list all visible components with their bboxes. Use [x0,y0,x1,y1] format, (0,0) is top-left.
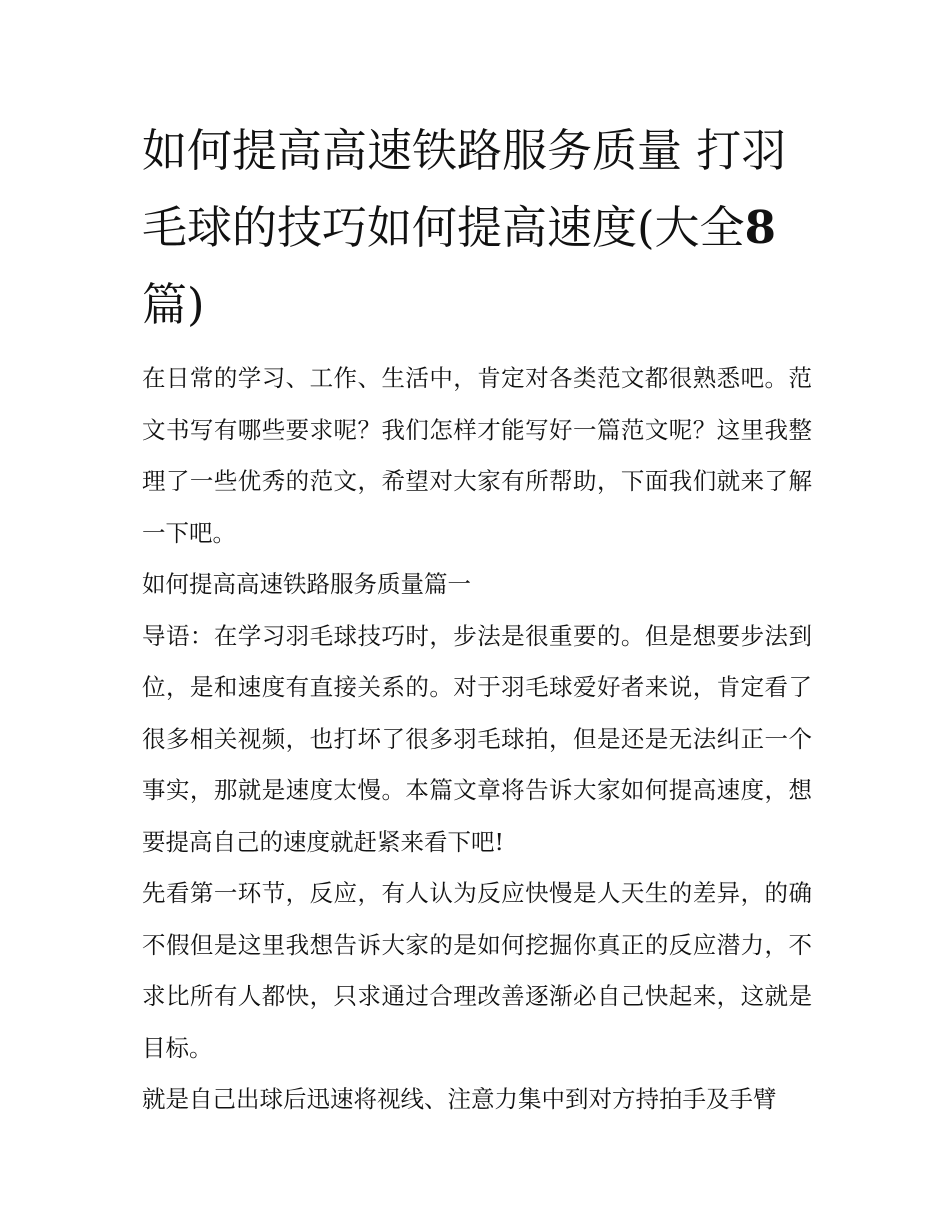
body-paragraph: 导语：在学习羽毛球技巧时，步法是很重要的。但是想要步法到位，是和速度有直接关系的。对于羽毛球爱好者来说，肯定看了很多相关视频，也打坏了很多羽毛球拍，但是还是无法纠正一个事实，那就是速度太慢。本篇文章将告诉大家如何提高速度，想要提高自己的速度就赶紧来看下吧! [142,621,812,856]
document-title [142,112,812,343]
title-text-end: 篇) [142,278,205,331]
intro-paragraph: 在日常的学习、工作、生活中，肯定对各类范文都很熟悉吧。范文书写有哪些要求呢？我们怎样才能写好一篇范文呢？这里我整理了一些优秀的范文，希望对大家有所帮助，下面我们就来了解一下吧。 [142,364,812,547]
document-body [142,112,812,1126]
body-paragraph: 先看第一环节，反应，有人认为反应快慢是人天生的差异，的确不假但是这里我想告诉大家的是如何挖掘你真正的反应潜力，不求比所有人都快，只求通过合理改善逐渐必自己快起来，这就是目标。 [142,879,812,1062]
title-text: 如何提高高速铁路服务质量 打羽毛球的技巧如何提高速度(大全 [142,124,787,254]
section-heading: 如何提高高速铁路服务质量篇一 [142,570,471,598]
body-paragraph: 就是自己出球后迅速将视线、注意力集中到对方持拍手及手臂 [142,1085,777,1113]
title-number: 8 [744,201,776,254]
